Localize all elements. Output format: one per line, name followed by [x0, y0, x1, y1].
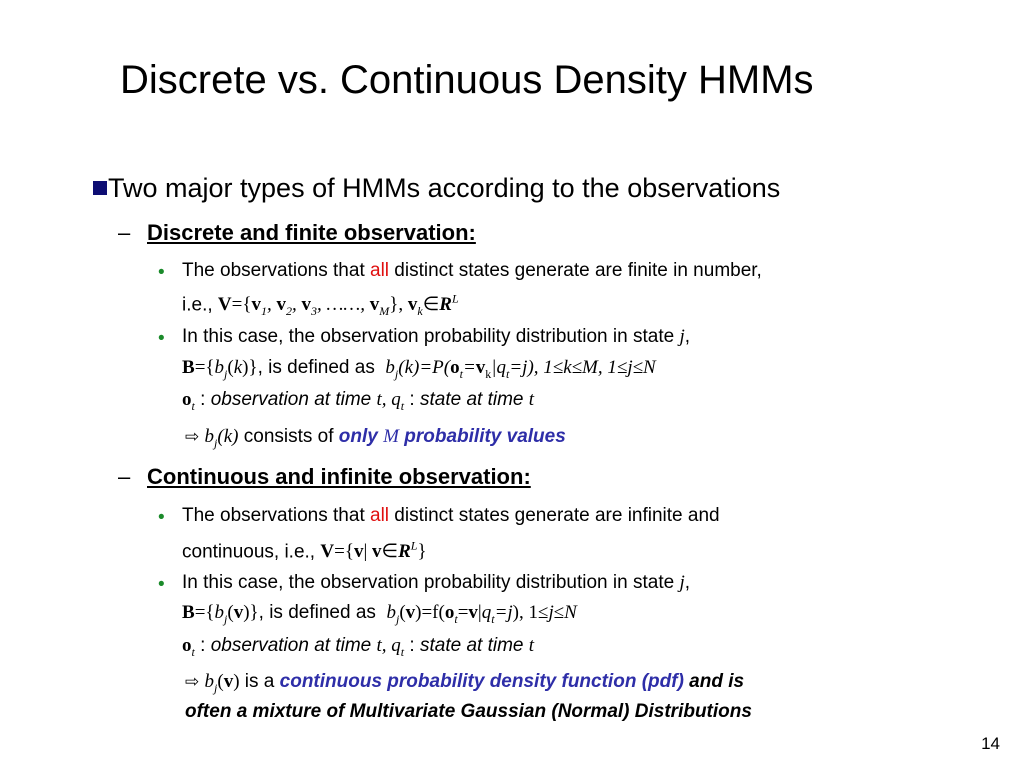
- continuous-b1-line1: The observations that all distinct states generate are infinite and: [182, 505, 720, 526]
- continuous-arrow-line2: often a mixture of Multivariate Gaussian (Normal) Distributions: [185, 701, 752, 722]
- discrete-arrow-line: ⇨ $b_j(k)$ consists of only M probability values: [185, 426, 566, 450]
- main-bullet-text: Two major types of HMMs according to the observations: [108, 173, 781, 203]
- dot-bullet-icon: •: [158, 328, 165, 349]
- discrete-set-formula: $V=\{v_1$, $v_2$, $v_3$, ……, $v_M$}, $v_k\in R^L$: [217, 292, 459, 319]
- square-bullet-icon: [93, 181, 107, 195]
- dot-bullet-icon: •: [158, 574, 165, 595]
- continuous-def-formula: $b_j(v)=f(o_t=v|q_t=j)$, 1≤j≤N: [386, 602, 577, 626]
- discrete-def-formula: $b_j(k)=P(o_t=v_k|q_t=j)$, 1≤k≤M, 1≤j≤N: [385, 357, 656, 381]
- right-arrow-icon: ⇨: [185, 427, 200, 446]
- discrete-b2-line2: $B=\{b_j(k)\}$, is defined as $b_j(k)=P(o_t=v_k|q_t=j)$, 1≤k≤M, 1≤j≤N: [182, 357, 656, 381]
- dash-icon: –: [118, 220, 131, 245]
- dot-bullet-icon: •: [158, 507, 165, 528]
- slide-title: Discrete vs. Continuous Density HMMs: [120, 58, 814, 102]
- continuous-b2-line3: $o_t$ : observation at time t, $q_t$ : state at time t: [182, 635, 535, 659]
- continuous-b2-line1: In this case, the observation probability distribution in state j,: [182, 572, 691, 593]
- discrete-b1-line1: The observations that all distinct states generate are finite in number,: [182, 260, 762, 281]
- page-number: 14: [981, 734, 1000, 753]
- dash-icon: –: [118, 464, 131, 489]
- continuous-b1-line2: continuous, i.e., V={v| $v\in R^L$}: [182, 539, 427, 563]
- continuous-b2-line2: $B=\{b_j(v)\}$, is defined as $b_j(v)=f(o_t=v|q_t=j)$, 1≤j≤N: [182, 602, 577, 626]
- continuous-arrow-line1: ⇨ $b_j(v)$ is a continuous probability density function (pdf) and is: [185, 671, 745, 695]
- discrete-b2-line1: In this case, the observation probability distribution in state j,: [182, 326, 691, 347]
- discrete-b1-line2: i.e., $V=\{v_1$, $v_2$, $v_3$, ……, $v_M$}, $v_k\in R^L$: [182, 292, 459, 319]
- dot-bullet-icon: •: [158, 262, 165, 283]
- right-arrow-icon: ⇨: [185, 672, 200, 691]
- section-heading-continuous: Continuous and infinite observation:: [147, 464, 531, 489]
- section-heading-discrete: Discrete and finite observation:: [147, 220, 476, 245]
- continuous-set-formula: V={v| $v\in R^L$}: [320, 539, 427, 563]
- discrete-b2-line3: $o_t$ : observation at time t, $q_t$ : state at time t: [182, 389, 535, 413]
